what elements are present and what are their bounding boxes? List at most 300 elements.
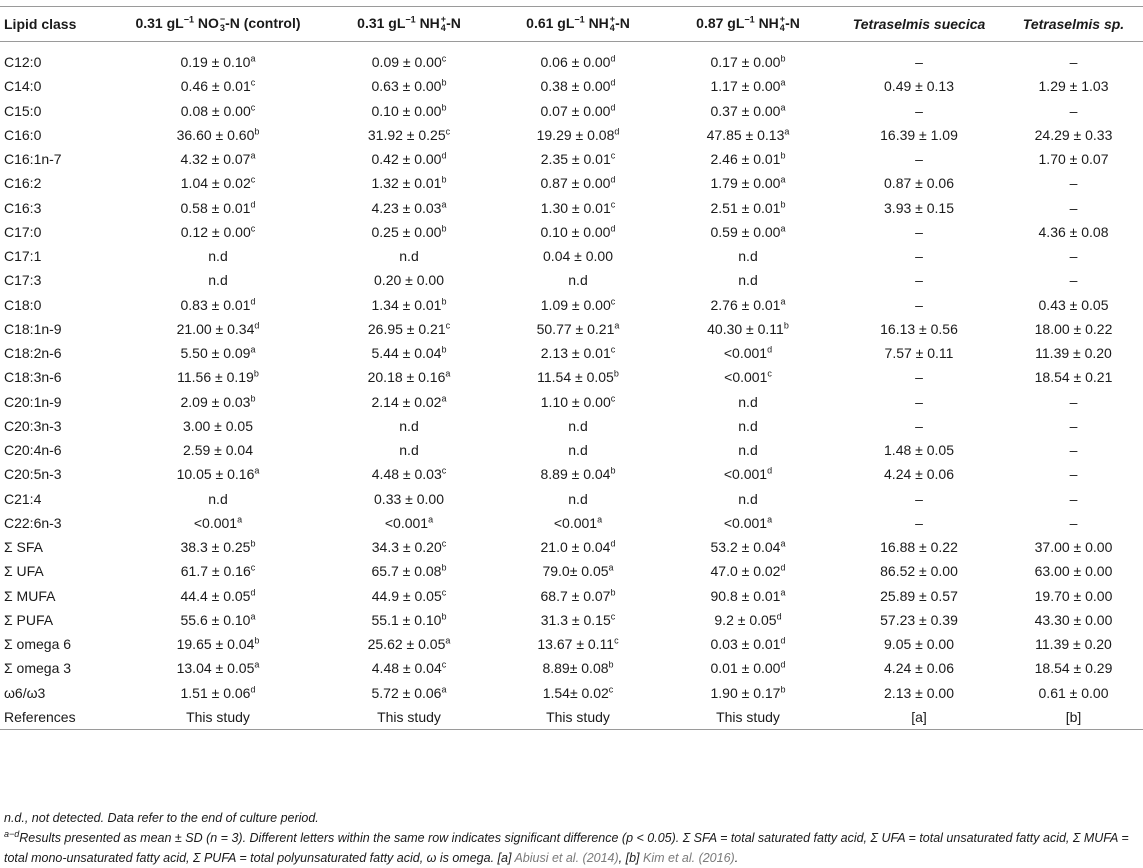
- row-label: C18:3n-6: [4, 369, 62, 386]
- ion-species: NH: [419, 14, 440, 31]
- cell-value: <0.001: [723, 345, 768, 362]
- cell-value: 2.59 ± 0.04: [183, 442, 253, 459]
- significance-letter: c: [767, 368, 772, 379]
- significance-letter: a: [780, 77, 786, 88]
- cell-value: 5.50 ± 0.09: [180, 345, 251, 362]
- table-row: [0, 438, 1143, 462]
- row-label: Σ MUFA: [4, 587, 56, 604]
- cell-value: 25.62 ± 0.05: [367, 636, 446, 653]
- table-cell: [494, 608, 662, 632]
- cell-value: –: [1069, 514, 1078, 531]
- table-cell: [324, 438, 494, 462]
- significance-letter: a: [250, 344, 256, 355]
- significance-letter: b: [441, 223, 447, 234]
- significance-letter: a: [780, 174, 786, 185]
- table-row: [0, 632, 1143, 656]
- significance-letter: a: [250, 53, 256, 64]
- table-cell: [834, 293, 1004, 317]
- cell-value: 24.29 ± 0.33: [1034, 126, 1113, 143]
- significance-letter: c: [445, 126, 451, 137]
- table-cell: [834, 656, 1004, 680]
- significance-letter: d: [610, 101, 616, 112]
- column-header-suffix: -N: [446, 14, 461, 31]
- cell-value: –: [915, 514, 923, 531]
- table-cell: [494, 414, 662, 438]
- table-row: [0, 584, 1143, 608]
- significance-letter: d: [441, 150, 447, 161]
- row-label: Σ SFA: [4, 539, 43, 556]
- table-row: [0, 365, 1143, 389]
- table-cell: [662, 438, 834, 462]
- unit-exponent: −1: [744, 14, 755, 25]
- table-cell: [494, 487, 662, 511]
- column-header-text: 0.31 gL: [135, 14, 184, 31]
- cell-value: 19.29 ± 0.08: [536, 126, 615, 143]
- cell-value: –: [1069, 417, 1078, 434]
- cell-value: 40.30 ± 0.11: [707, 320, 784, 337]
- table-cell: [324, 147, 494, 171]
- cell-value: 4.36 ± 0.08: [1038, 223, 1109, 240]
- cell-value: 11.54 ± 0.05: [537, 369, 614, 386]
- column-header-text: 0.87 gL: [696, 14, 745, 31]
- table-cell: [494, 632, 662, 656]
- cell-value: 8.89± 0.08: [542, 660, 609, 677]
- table-cell: [834, 681, 1004, 705]
- table-cell: [1004, 511, 1143, 535]
- column-header-5: [834, 7, 1004, 42]
- table-cell: [324, 656, 494, 680]
- significance-letter: d: [767, 344, 773, 355]
- significance-letter: b: [441, 611, 447, 622]
- cell-value: <0.001: [193, 514, 238, 531]
- table-cell: [662, 293, 834, 317]
- column-header-0: [0, 7, 112, 42]
- table-spacer: [0, 42, 1143, 51]
- significance-letter: b: [441, 562, 447, 573]
- table-header: [0, 7, 1143, 42]
- table-cell: [324, 268, 494, 292]
- significance-letter: d: [614, 126, 620, 137]
- significance-letter: d: [780, 635, 786, 646]
- column-header-text: Tetraselmis suecica: [852, 16, 986, 32]
- cell-value: 4.24 ± 0.06: [884, 660, 954, 677]
- table-cell: [834, 171, 1004, 195]
- table-cell: [112, 123, 324, 147]
- cell-value: –: [915, 272, 923, 289]
- table-cell: [494, 656, 662, 680]
- cell-value: –: [1069, 102, 1078, 119]
- cell-value: 36.60 ± 0.60: [176, 126, 255, 143]
- column-header-1: [112, 7, 324, 42]
- cell-value: 0.43 ± 0.05: [1038, 296, 1109, 313]
- table-row: [0, 147, 1143, 171]
- table-cell: [1004, 462, 1143, 486]
- table-cell: [324, 220, 494, 244]
- cell-value: 0.20 ± 0.00: [374, 272, 444, 289]
- table-row: [0, 196, 1143, 220]
- significance-letter: b: [780, 150, 786, 161]
- table-cell: [112, 50, 324, 74]
- table-cell: [834, 705, 1004, 730]
- significance-letter: c: [250, 101, 256, 112]
- significance-letter: a: [767, 514, 773, 525]
- table-cell: [324, 681, 494, 705]
- cell-value: This study: [377, 708, 441, 725]
- table-row: [0, 341, 1143, 365]
- table-row: [0, 99, 1143, 123]
- significance-letter: c: [610, 198, 616, 209]
- table-cell: [1004, 171, 1143, 195]
- cell-value: –: [915, 223, 923, 240]
- cell-value: 2.09 ± 0.03: [180, 393, 251, 410]
- cell-value: n.d: [399, 417, 419, 434]
- table-cell: [834, 244, 1004, 268]
- row-label: C16:3: [4, 199, 42, 216]
- cell-value: 1.30 ± 0.01: [540, 199, 611, 216]
- cell-value: 2.13 ± 0.01: [540, 345, 611, 362]
- cell-value: n.d: [208, 272, 228, 289]
- significance-letter: c: [445, 320, 451, 331]
- table-cell: [112, 341, 324, 365]
- table-cell: [494, 50, 662, 74]
- row-label: C17:1: [4, 248, 42, 265]
- row-label: C14:0: [4, 78, 42, 95]
- cell-value: 7.57 ± 0.11: [884, 345, 954, 362]
- cell-value: 0.07 ± 0.00: [540, 102, 611, 119]
- cell-value: 0.61 ± 0.00: [1038, 684, 1109, 701]
- table-cell: [112, 390, 324, 414]
- table-cell: [1004, 293, 1143, 317]
- significance-letter: c: [441, 538, 447, 549]
- table-cell: [662, 50, 834, 74]
- significance-letter: a: [441, 392, 447, 403]
- cell-value: 2.46 ± 0.01: [710, 151, 781, 168]
- cell-value: 37.00 ± 0.00: [1034, 539, 1113, 556]
- cell-value: 1.79 ± 0.00: [710, 175, 781, 192]
- row-label: C15:0: [4, 102, 42, 119]
- significance-letter: a: [597, 514, 603, 525]
- table-cell: [834, 438, 1004, 462]
- table-cell: [324, 632, 494, 656]
- table-cell: [662, 608, 834, 632]
- cell-value: 0.01 ± 0.00: [710, 660, 781, 677]
- fatty-acid-table: [0, 6, 1143, 730]
- table-cell: [112, 705, 324, 730]
- footnote-end: .: [734, 851, 739, 865]
- table-cell: [662, 535, 834, 559]
- reference-link-kim[interactable]: Kim et al. (2016): [643, 851, 735, 865]
- ion-charge-sign: +: [609, 14, 616, 25]
- table-cell: [112, 584, 324, 608]
- table-cell: [494, 147, 662, 171]
- table-row: [0, 559, 1143, 583]
- cell-value: 13.67 ± 0.11: [537, 636, 615, 653]
- table-row: [0, 681, 1143, 705]
- ion-subscript: 4: [440, 23, 446, 34]
- significance-letter: b: [254, 126, 260, 137]
- significance-letter: c: [250, 174, 256, 185]
- significance-letter: d: [610, 538, 616, 549]
- table-cell: [112, 414, 324, 438]
- cell-value: 21.00 ± 0.34: [176, 320, 255, 337]
- table-cell: [1004, 390, 1143, 414]
- table-cell: [1004, 681, 1143, 705]
- cell-value: 4.48 ± 0.04: [371, 660, 442, 677]
- unit-exponent: −1: [574, 14, 585, 25]
- table-cell: [1004, 487, 1143, 511]
- table-cell: [834, 341, 1004, 365]
- ion-subscript: 3: [219, 23, 225, 34]
- column-header-text: 0.61 gL: [526, 14, 575, 31]
- table-row: [0, 535, 1143, 559]
- significance-letter: a: [254, 659, 260, 670]
- cell-value: n.d: [399, 248, 419, 265]
- table-row: [0, 244, 1143, 268]
- significance-letter: c: [441, 586, 447, 597]
- cell-value: 9.05 ± 0.00: [884, 636, 954, 653]
- cell-value: <0.001: [384, 514, 429, 531]
- cell-value: This study: [716, 708, 780, 725]
- cell-value: 4.48 ± 0.03: [371, 466, 442, 483]
- table-cell: [494, 390, 662, 414]
- table-cell: [324, 584, 494, 608]
- table-cell: [112, 487, 324, 511]
- table-cell: [112, 244, 324, 268]
- cell-value: 0.10 ± 0.00: [540, 223, 611, 240]
- table-cell: [834, 487, 1004, 511]
- cell-value: 53.2 ± 0.04: [710, 539, 781, 556]
- cell-value: 1.70 ± 0.07: [1038, 151, 1109, 168]
- cell-value: 26.95 ± 0.21: [367, 320, 446, 337]
- significance-letter: a: [250, 150, 256, 161]
- cell-value: n.d: [738, 393, 758, 410]
- table-cell: [834, 535, 1004, 559]
- cell-value: n.d: [208, 248, 228, 265]
- significance-letter: d: [250, 198, 256, 209]
- table-cell: [494, 123, 662, 147]
- table-cell: [494, 365, 662, 389]
- significance-letter: a: [780, 223, 786, 234]
- row-label: C16:2: [4, 175, 42, 192]
- significance-letter: a: [780, 101, 786, 112]
- cell-value: 1.48 ± 0.05: [884, 442, 954, 459]
- cell-value: 0.83 ± 0.01: [180, 296, 251, 313]
- table-cell: [324, 293, 494, 317]
- table-cell: [662, 317, 834, 341]
- cell-value: –: [1069, 54, 1078, 71]
- row-label: References: [0, 705, 112, 730]
- cell-value: –: [1069, 175, 1078, 192]
- cell-value: –: [915, 393, 923, 410]
- cell-value: This study: [546, 708, 610, 725]
- cell-value: 4.23 ± 0.03: [371, 199, 442, 216]
- significance-letter: b: [783, 320, 789, 331]
- cell-value: 0.25 ± 0.00: [371, 223, 442, 240]
- cell-value: 47.85 ± 0.13: [706, 126, 785, 143]
- cell-value: n.d: [568, 442, 588, 459]
- ion-species: NO: [197, 14, 219, 31]
- cell-value: 0.38 ± 0.00: [540, 78, 611, 95]
- significance-letter: c: [608, 683, 614, 694]
- table-cell: [324, 414, 494, 438]
- significance-letter: a: [237, 514, 243, 525]
- cell-value: 13.04 ± 0.05: [176, 660, 255, 677]
- table-cell: [834, 414, 1004, 438]
- column-header-text: Lipid class: [4, 16, 77, 32]
- table-cell: [1004, 632, 1143, 656]
- table-cell: [494, 268, 662, 292]
- cell-value: 3.93 ± 0.15: [884, 199, 954, 216]
- cell-value: 5.44 ± 0.04: [371, 345, 442, 362]
- table-row: [0, 293, 1143, 317]
- table-cell: [662, 681, 834, 705]
- cell-value: –: [915, 417, 923, 434]
- cell-value: 2.51 ± 0.01: [710, 199, 781, 216]
- cell-value: 0.58 ± 0.01: [180, 199, 251, 216]
- cell-value: 47.0 ± 0.02: [710, 563, 781, 580]
- table-body: [0, 42, 1143, 730]
- table-cell: [834, 559, 1004, 583]
- cell-value: 31.92 ± 0.25: [367, 126, 446, 143]
- table-row: [0, 414, 1143, 438]
- significance-letter: d: [776, 611, 782, 622]
- table-cell: [324, 74, 494, 98]
- cell-value: –: [1069, 248, 1078, 265]
- table-cell: [112, 171, 324, 195]
- cell-value: 19.70 ± 0.00: [1034, 587, 1113, 604]
- table-cell: [494, 171, 662, 195]
- row-label: C17:0: [4, 223, 42, 240]
- significance-letter: d: [767, 465, 773, 476]
- column-header-suffix: -N: [615, 14, 630, 31]
- table-row: [0, 608, 1143, 632]
- table-row: [0, 220, 1143, 244]
- cell-value: 1.32 ± 0.01: [371, 175, 442, 192]
- footnote-statistics-text: Results presented as mean ± SD (n = 3). Different letters within the same row indicates significant difference (p < 0.05). Σ SFA = total saturated fatty acid, Σ UFA = total unsaturated fatty acid, Σ MUFA = total mono-unsaturated fatty acid, Σ PUFA = total polyunsaturated fatty acid, ω is omega. [a]: [4, 831, 1129, 865]
- cell-value: 4.32 ± 0.07: [180, 151, 251, 168]
- cell-value: <0.001: [723, 514, 768, 531]
- cell-value: –: [915, 102, 923, 119]
- reference-link-abiusi[interactable]: Abiusi et al. (2014): [514, 851, 619, 865]
- cell-value: 1.09 ± 0.00: [540, 296, 611, 313]
- table-cell: [494, 99, 662, 123]
- table-cell: [662, 632, 834, 656]
- cell-value: 44.9 ± 0.05: [371, 587, 442, 604]
- cell-value: 2.76 ± 0.01: [710, 296, 781, 313]
- cell-value: 18.00 ± 0.22: [1034, 320, 1113, 337]
- table-cell: [112, 365, 324, 389]
- cell-value: 90.8 ± 0.01: [710, 587, 781, 604]
- cell-value: 0.17 ± 0.00: [710, 54, 781, 71]
- table-cell: [662, 365, 834, 389]
- row-label: C16:0: [4, 126, 42, 143]
- table-cell: [494, 317, 662, 341]
- table-cell: [324, 317, 494, 341]
- cell-value: 18.54 ± 0.29: [1034, 660, 1113, 677]
- ion-charge-sign: +: [779, 14, 786, 25]
- table-cell: [1004, 535, 1143, 559]
- table-cell: [324, 390, 494, 414]
- table-cell: [1004, 196, 1143, 220]
- table-cell: [112, 535, 324, 559]
- cell-value: 63.00 ± 0.00: [1034, 563, 1113, 580]
- cell-value: 0.12 ± 0.00: [180, 223, 251, 240]
- cell-value: n.d: [738, 248, 758, 265]
- significance-letter: b: [250, 392, 256, 403]
- cell-value: 1.17 ± 0.00: [710, 78, 781, 95]
- table-cell: [112, 511, 324, 535]
- row-label: C16:1n-7: [4, 151, 62, 168]
- row-label: C12:0: [4, 54, 42, 71]
- table-cell: [112, 317, 324, 341]
- table-cell: [834, 220, 1004, 244]
- column-header-suffix: -N (control): [225, 14, 301, 31]
- table-cell: [1004, 220, 1143, 244]
- significance-letter: a: [784, 126, 790, 137]
- table-cell: [834, 123, 1004, 147]
- ion-charge-sign: −: [219, 14, 226, 25]
- cell-value: 1.51 ± 0.06: [180, 684, 251, 701]
- cell-value: 2.13 ± 0.00: [884, 684, 954, 701]
- cell-value: 0.10 ± 0.00: [371, 102, 442, 119]
- cell-value: n.d: [568, 417, 588, 434]
- cell-value: 0.63 ± 0.00: [371, 78, 442, 95]
- table-cell: [112, 632, 324, 656]
- table-row: [0, 511, 1143, 535]
- table-cell: [662, 244, 834, 268]
- row-label: C20:4n-6: [4, 442, 62, 459]
- cell-value: 0.08 ± 0.00: [180, 102, 251, 119]
- table-cell: [1004, 317, 1143, 341]
- row-label: Σ omega 3: [4, 660, 72, 677]
- cell-value: 0.19 ± 0.10: [180, 54, 251, 71]
- cell-value: 16.39 ± 1.09: [880, 126, 958, 143]
- cell-value: n.d: [399, 442, 419, 459]
- table-cell: [662, 584, 834, 608]
- significance-letter: d: [250, 295, 256, 306]
- table-cell: [324, 196, 494, 220]
- significance-letter: a: [780, 538, 786, 549]
- cell-value: 38.3 ± 0.25: [180, 539, 251, 556]
- cell-value: –: [1069, 272, 1078, 289]
- footnote-separator: , [b]: [618, 851, 643, 865]
- table-footnotes: [4, 808, 1140, 868]
- cell-value: 0.59 ± 0.00: [710, 223, 781, 240]
- table-cell: [834, 608, 1004, 632]
- cell-value: 50.77 ± 0.21: [536, 320, 615, 337]
- table-cell: [834, 50, 1004, 74]
- significance-letter: b: [780, 683, 786, 694]
- significance-letter: b: [250, 538, 256, 549]
- table-cell: [1004, 705, 1143, 730]
- table-row: [0, 390, 1143, 414]
- table-cell: [1004, 244, 1143, 268]
- significance-letter: c: [441, 465, 447, 476]
- significance-letter: b: [441, 77, 447, 88]
- cell-value: 0.49 ± 0.13: [884, 78, 954, 95]
- cell-value: 31.3 ± 0.15: [540, 611, 611, 628]
- table-row: [0, 656, 1143, 680]
- column-header-text: Tetraselmis sp.: [1022, 16, 1125, 32]
- table-cell: [662, 559, 834, 583]
- table-row: [0, 123, 1143, 147]
- table-cell: [112, 268, 324, 292]
- significance-letter: a: [780, 586, 786, 597]
- table-cell: [494, 438, 662, 462]
- significance-letter: a: [250, 611, 256, 622]
- significance-letter: b: [441, 101, 447, 112]
- cell-value: 20.18 ± 0.16: [367, 369, 446, 386]
